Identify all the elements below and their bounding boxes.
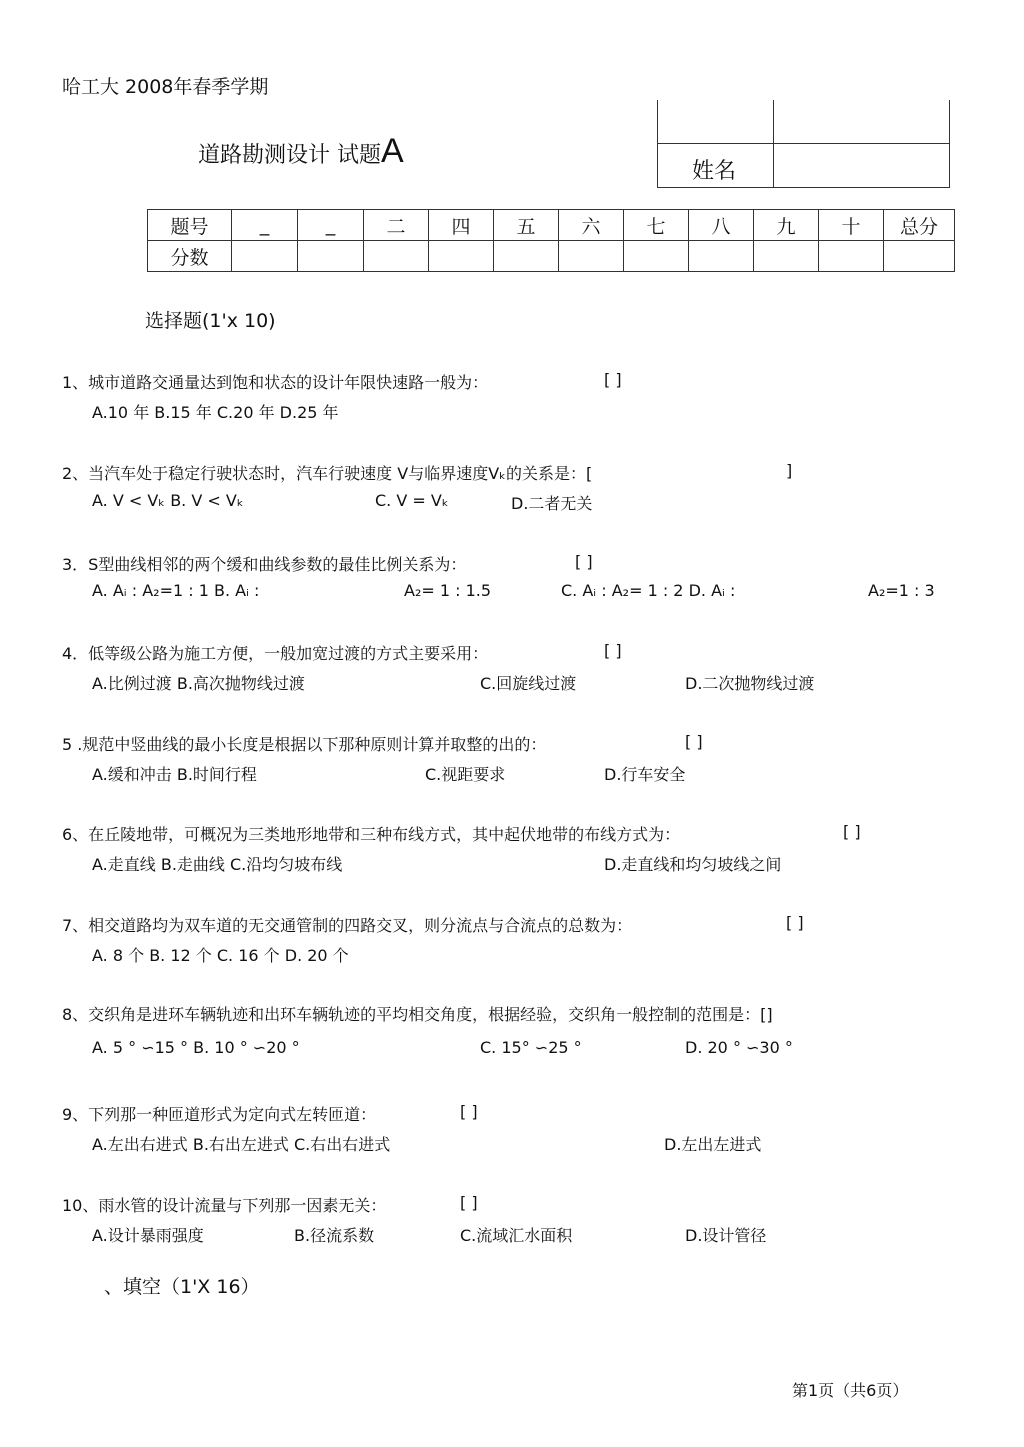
question-4-stem: 4．低等级公路为施工方便，一般加宽过渡的方式主要采用：: [62, 644, 489, 663]
score-row-label: 分数: [148, 241, 232, 272]
question-3-option-b-ratio: A₂= 1 : 1.5: [404, 581, 492, 600]
score-header-cell: _: [298, 210, 364, 241]
question-10-option-a: A.设计暴雨强度: [92, 1226, 204, 1245]
question-6-answer-bracket[interactable]: [ ]: [843, 822, 861, 841]
score-header-cell: 九: [754, 210, 819, 241]
score-cell[interactable]: [884, 241, 955, 272]
question-5-answer-bracket[interactable]: [ ]: [685, 732, 703, 751]
question-4-option-ab: A.比例过渡 B.高次抛物线过渡: [92, 674, 305, 693]
score-header-cell: 题号: [148, 210, 232, 241]
school-term: 哈工大 2008年春季学期: [62, 76, 269, 98]
score-header-cell: 七: [624, 210, 689, 241]
question-3-stem: 3．S型曲线相邻的两个缓和曲线参数的最佳比例关系为：: [62, 555, 467, 574]
question-10-option-d: D.设计管径: [685, 1226, 767, 1245]
question-1-answer-bracket[interactable]: [ ]: [604, 370, 622, 389]
question-8-option-c: C. 15° ∽25 °: [480, 1038, 582, 1057]
question-8-option-ab: A. 5 ° ∽15 ° B. 10 ° ∽20 °: [92, 1038, 300, 1057]
score-cell[interactable]: [298, 241, 364, 272]
question-5-option-ab: A.缓和冲击 B.时间行程: [92, 765, 257, 784]
question-7-options: A. 8 个 B. 12 个 C. 16 个 D. 20 个: [92, 946, 349, 965]
name-box: [657, 100, 950, 188]
score-cell[interactable]: [232, 241, 298, 272]
exam-version: A: [381, 132, 404, 170]
score-header-cell: 六: [559, 210, 624, 241]
question-5-option-c: C.视距要求: [425, 765, 506, 784]
question-5-stem: 5 .规范中竖曲线的最小长度是根据以下那种原则计算并取整的出的：: [62, 735, 547, 754]
score-table: [147, 209, 955, 272]
question-8-stem: 8、交织角是进环车辆轨迹和出环车辆轨迹的平均相交角度，根据经验，交织角一般控制的范围是：[]: [62, 1005, 773, 1024]
section-1-heading: 选择题(1'x 10): [145, 310, 276, 332]
question-10-option-c: C.流域汇水面积: [460, 1226, 573, 1245]
question-5-option-d: D.行车安全: [604, 765, 686, 784]
question-9-stem: 9、下列那一种匝道形式为定向式左转匝道：: [62, 1105, 377, 1124]
question-9-answer-bracket[interactable]: [ ]: [460, 1102, 478, 1121]
question-2-answer-bracket[interactable]: ]: [786, 461, 793, 480]
name-label: 姓名: [692, 159, 737, 184]
score-header-cell: _: [232, 210, 298, 241]
question-10-answer-bracket[interactable]: [ ]: [460, 1193, 478, 1212]
question-4-option-c: C.回旋线过渡: [480, 674, 577, 693]
score-cell[interactable]: [624, 241, 689, 272]
question-3-answer-bracket[interactable]: [ ]: [575, 552, 593, 571]
question-2-option-c: C. V = Vₖ: [375, 491, 449, 510]
score-table-header-row: [148, 210, 955, 241]
score-cell[interactable]: [494, 241, 559, 272]
score-cell[interactable]: [559, 241, 624, 272]
section-2-heading: 、填空（1'X 16）: [104, 1276, 260, 1298]
page-number: 第1页（共6页）: [792, 1381, 909, 1400]
question-2-stem: 2、当汽车处于稳定行驶状态时，汽车行驶速度 V与临界速度Vₖ的关系是：[: [62, 464, 593, 483]
score-cell[interactable]: [429, 241, 494, 272]
question-10-option-b: B.径流系数: [294, 1226, 375, 1245]
score-header-cell: 四: [429, 210, 494, 241]
score-header-cell: 十: [819, 210, 884, 241]
question-2-option-d: D.二者无关: [511, 494, 593, 513]
question-1-stem: 1、城市道路交通量达到饱和状态的设计年限快速路一般为：: [62, 373, 489, 392]
question-7-answer-bracket[interactable]: [ ]: [786, 913, 804, 932]
question-4-option-d: D.二次抛物线过渡: [685, 674, 815, 693]
question-8-option-d: D. 20 ° ∽30 °: [685, 1038, 793, 1057]
question-6-stem: 6、在丘陵地带，可概况为三类地形地带和三种布线方式，其中起伏地带的布线方式为：: [62, 825, 681, 844]
question-3-option-cd: C. Aᵢ : A₂= 1 : 2 D. Aᵢ :: [561, 581, 736, 600]
question-4-answer-bracket[interactable]: [ ]: [604, 641, 622, 660]
score-header-cell: 二: [364, 210, 429, 241]
score-table-score-row: [148, 241, 955, 272]
question-2-option-ab: A. V < Vₖ B. V < Vₖ: [92, 491, 244, 510]
question-9-option-abc: A.左出右进式 B.右出左进式 C.右出右进式: [92, 1135, 391, 1154]
score-cell[interactable]: [754, 241, 819, 272]
score-cell[interactable]: [364, 241, 429, 272]
score-header-cell: 八: [689, 210, 754, 241]
question-1-options: A.10 年 B.15 年 C.20 年 D.25 年: [92, 403, 339, 422]
question-9-option-d: D.左出左进式: [664, 1135, 762, 1154]
score-header-cell: 五: [494, 210, 559, 241]
question-10-stem: 10、雨水管的设计流量与下列那一因素无关：: [62, 1196, 387, 1215]
question-7-stem: 7、相交道路均为双车道的无交通管制的四路交叉，则分流点与合流点的总数为：: [62, 916, 633, 935]
score-cell[interactable]: [819, 241, 884, 272]
question-3-option-d-ratio: A₂=1 : 3: [868, 581, 935, 600]
question-6-option-abc: A.走直线 B.走曲线 C.沿均匀坡布线: [92, 855, 343, 874]
exam-title-text: 道路勘测设计 试题: [198, 143, 381, 168]
score-header-cell: 总分: [884, 210, 955, 241]
score-cell[interactable]: [689, 241, 754, 272]
exam-title: [198, 132, 404, 171]
question-3-option-ab: A. Aᵢ : A₂=1 : 1 B. Aᵢ :: [92, 581, 260, 600]
question-6-option-d: D.走直线和均匀坡线之间: [604, 855, 782, 874]
